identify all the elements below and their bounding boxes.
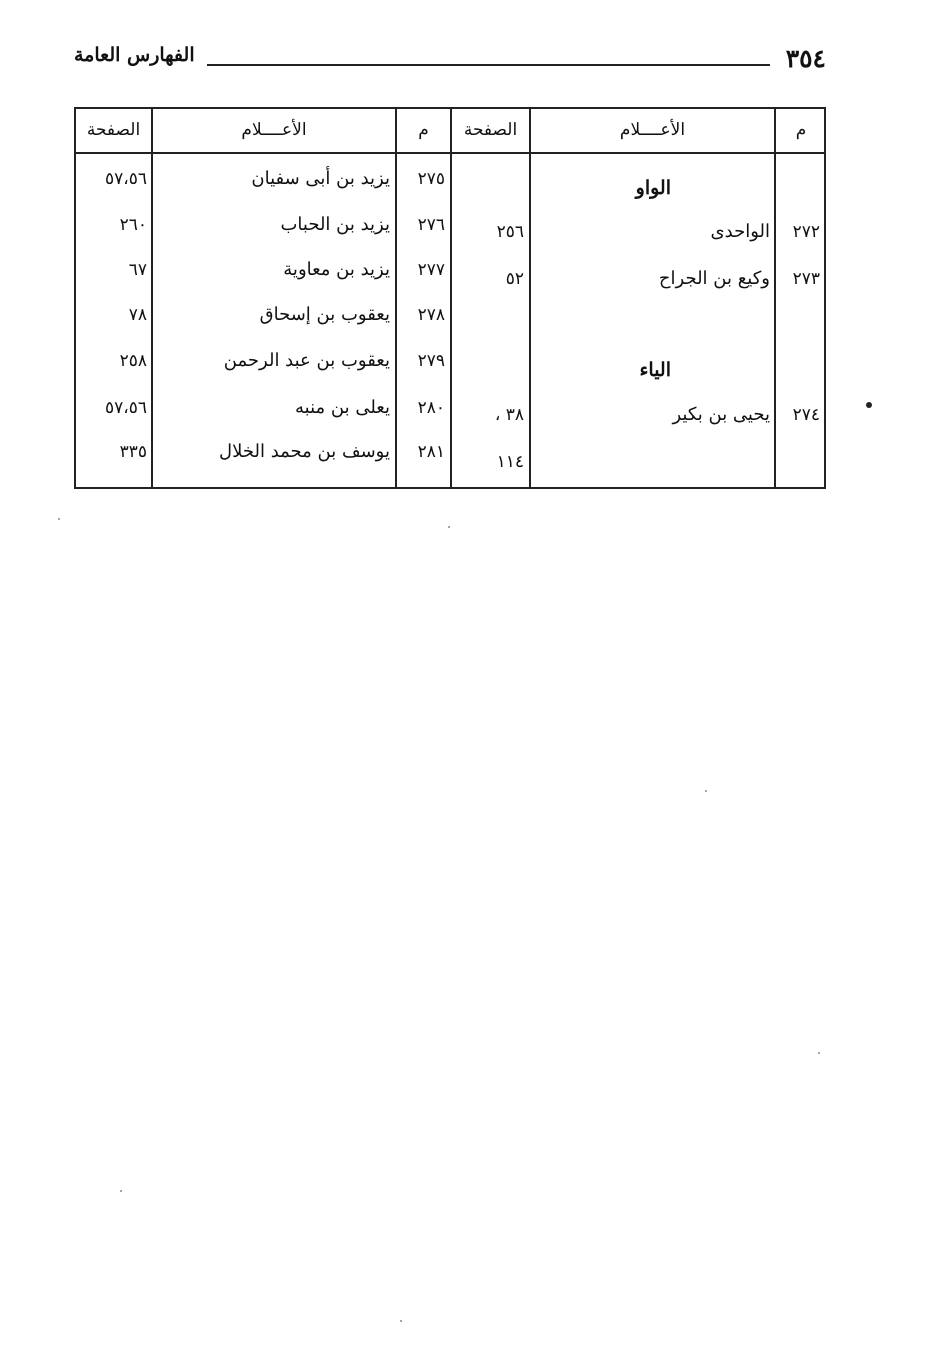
column-divider [529, 109, 531, 487]
header-rule [207, 64, 770, 66]
left-page-header: الصفحة [86, 120, 141, 140]
left-row-page: ٧٨ [128, 305, 147, 325]
section-title-ya: الياء [639, 359, 671, 381]
left-row-page: ٥٧،٥٦ [104, 169, 147, 189]
left-row-page: ٢٦٠ [119, 215, 147, 235]
right-row-num: ٢٧٤ [792, 405, 820, 425]
left-row-name: يزيد بن أبى سفيان [251, 168, 390, 189]
left-row-name: يعقوب بن عبد الرحمن [223, 350, 390, 371]
right-row-page: ٢٥٦ [496, 222, 524, 242]
column-divider [450, 109, 452, 487]
section-title-waw: الواو [635, 177, 671, 199]
left-num-header: م [418, 120, 429, 140]
left-row-name: يزيد بن معاوية [283, 259, 390, 280]
left-row-name: يعقوب بن إسحاق [259, 304, 390, 325]
left-row-num: ٢٧٩ [417, 351, 445, 371]
left-row-page: ٥٧،٥٦ [104, 398, 147, 418]
left-row-page: ٣٣٥ [119, 442, 147, 462]
left-row-num: ٢٧٦ [417, 215, 445, 235]
left-row-name: يزيد بن الحباب [280, 214, 390, 235]
header-divider [76, 152, 824, 154]
margin-dot [866, 402, 872, 408]
right-row-num: ٢٧٣ [792, 269, 820, 289]
right-num-header: م [795, 120, 807, 140]
right-row-name: الواحدى [710, 221, 770, 242]
column-divider [151, 109, 153, 487]
left-name-header: الأعــــلام [241, 120, 307, 140]
left-row-name: يعلى بن منبه [295, 397, 390, 418]
right-row-page: ٣٨ ، [494, 405, 524, 425]
left-row-num: ٢٨١ [417, 442, 445, 462]
running-title: الفهارس العامة [74, 44, 195, 66]
right-page-header: الصفحة [463, 120, 518, 140]
column-divider [774, 109, 776, 487]
right-row-page-continued: ١١٤ [496, 452, 524, 472]
left-row-page: ٦٧ [128, 260, 147, 280]
right-row-name: وكيع بن الجراح [658, 268, 770, 289]
index-table [74, 107, 826, 489]
right-name-header: الأعــــلام [619, 120, 686, 140]
left-row-num: ٢٧٥ [417, 169, 445, 189]
right-row-page: ٥٢ [505, 269, 524, 289]
left-row-num: ٢٨٠ [417, 398, 445, 418]
column-divider [395, 109, 397, 487]
left-row-num: ٢٧٧ [417, 260, 445, 280]
left-row-num: ٢٧٨ [417, 305, 445, 325]
left-row-page: ٢٥٨ [119, 351, 147, 371]
right-row-name: يحيى بن بكير [672, 404, 770, 425]
right-row-num: ٢٧٢ [792, 222, 820, 242]
left-row-name: يوسف بن محمد الخلال [219, 441, 390, 462]
page-number: ٣٥٤ [785, 44, 826, 73]
